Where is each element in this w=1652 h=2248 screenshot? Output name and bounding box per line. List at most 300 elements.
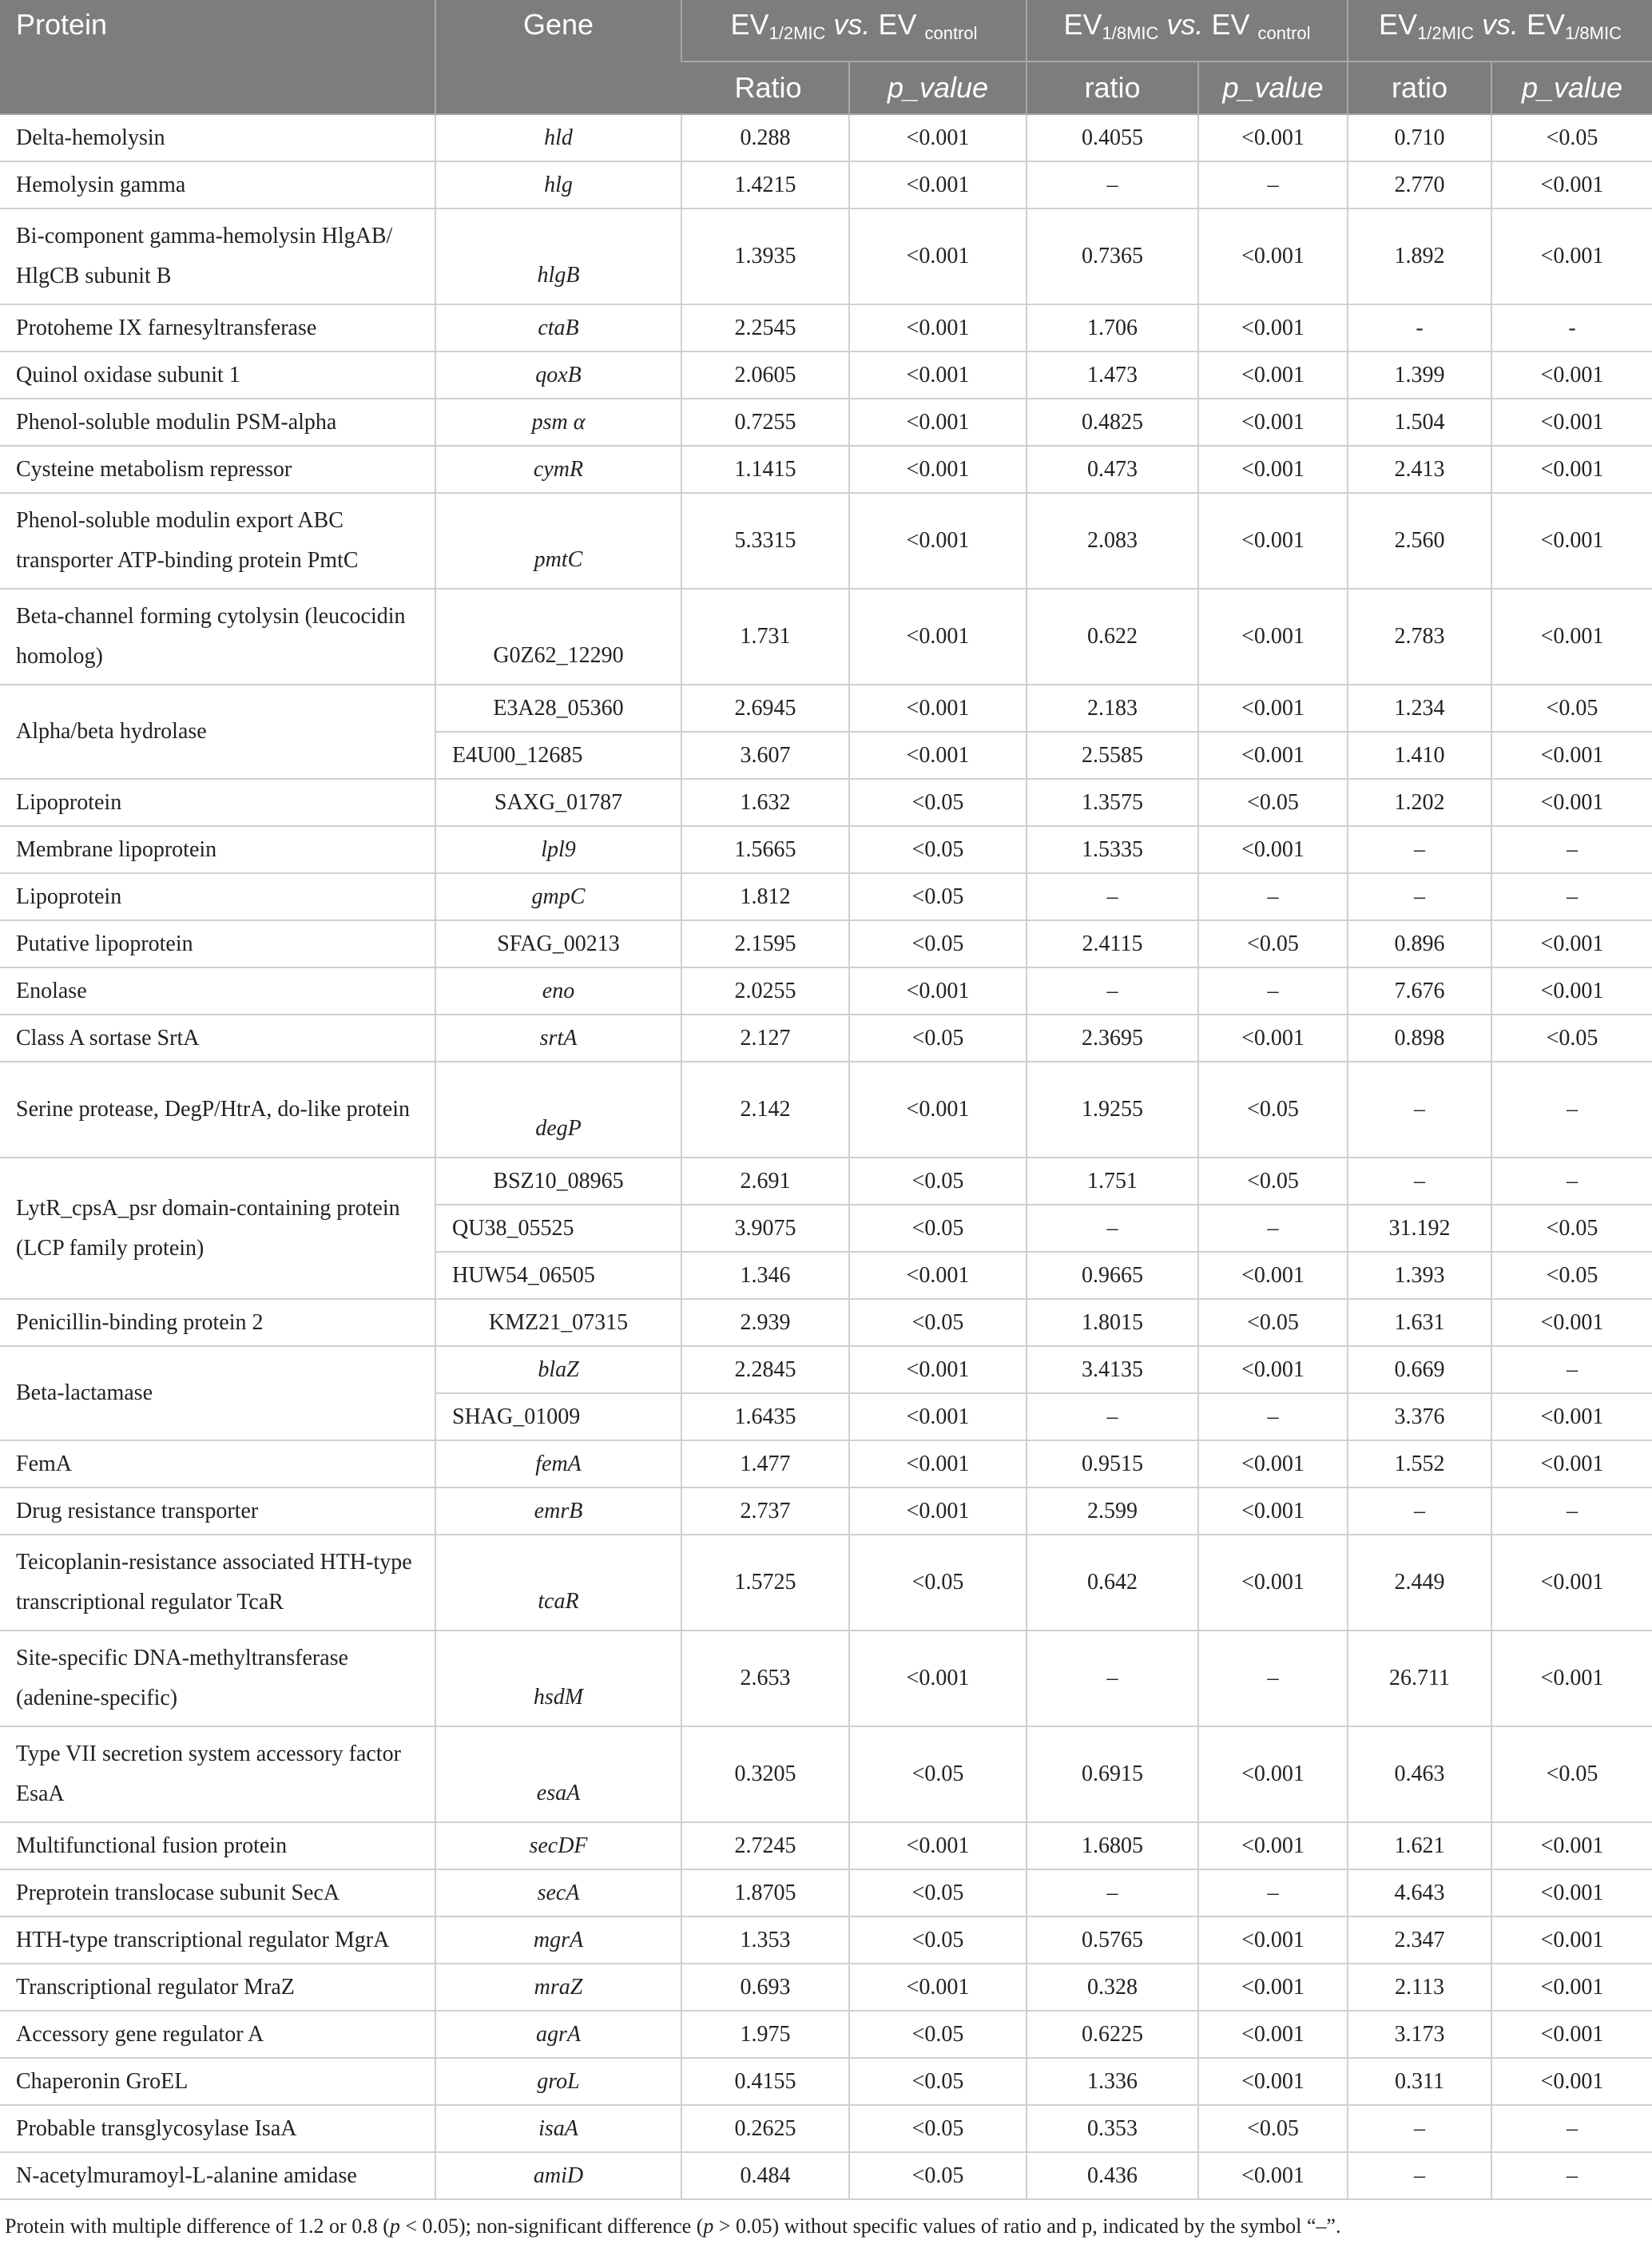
ratio-3-cell: -: [1348, 304, 1491, 351]
table-row: [0, 1916, 1652, 1964]
ratio-1-cell: 0.693: [681, 1964, 849, 2011]
pvalue-2-cell: <0.05: [1198, 920, 1348, 967]
ratio-2-cell: 0.4825: [1027, 399, 1198, 446]
pvalue-1-cell: <0.05: [849, 2152, 1027, 2199]
gene-cell: QU38_05525: [435, 1205, 681, 1252]
table-row: [0, 1822, 1652, 1869]
ratio-1-cell: 0.7255: [681, 399, 849, 446]
ratio-1-cell: 0.288: [681, 114, 849, 161]
gene-cell: tcaR: [435, 1535, 681, 1630]
ratio-2-cell: –: [1027, 873, 1198, 920]
gene-cell: E3A28_05360: [435, 685, 681, 732]
pvalue-3-cell: <0.001: [1491, 967, 1652, 1015]
ratio-3-cell: 0.463: [1348, 1726, 1491, 1822]
ratio-1-cell: 1.4215: [681, 161, 849, 209]
ratio-3-cell: –: [1348, 826, 1491, 873]
ratio-2-cell: 2.183: [1027, 685, 1198, 732]
ratio-1-cell: 1.5725: [681, 1535, 849, 1630]
pvalue-2-cell: <0.001: [1198, 304, 1348, 351]
protein-cell: Probable transglycosylase IsaA: [0, 2105, 435, 2152]
pvalue-2-cell: <0.001: [1198, 2058, 1348, 2105]
pvalue-2-cell: <0.001: [1198, 732, 1348, 779]
pvalue-2-cell: <0.001: [1198, 399, 1348, 446]
pvalue-1-cell: <0.05: [849, 1916, 1027, 1964]
ratio-2-cell: 3.4135: [1027, 1346, 1198, 1393]
pvalue-3-cell: <0.001: [1491, 1393, 1652, 1440]
ratio-1-cell: 5.3315: [681, 493, 849, 589]
gene-cell: mraZ: [435, 1964, 681, 2011]
table-row: [0, 1158, 1652, 1205]
header-protein: Protein: [0, 0, 435, 114]
ratio-3-cell: 0.710: [1348, 114, 1491, 161]
pvalue-2-cell: <0.001: [1198, 446, 1348, 493]
protein-cell: Cysteine metabolism repressor: [0, 446, 435, 493]
protein-cell: Alpha/beta hydrolase: [0, 685, 435, 779]
pvalue-2-cell: <0.05: [1198, 1299, 1348, 1346]
gene-cell: femA: [435, 1440, 681, 1487]
pvalue-3-cell: <0.001: [1491, 2011, 1652, 2058]
ratio-1-cell: 1.477: [681, 1440, 849, 1487]
pvalue-3-cell: <0.001: [1491, 446, 1652, 493]
ratio-1-cell: 2.653: [681, 1630, 849, 1726]
pvalue-3-cell: –: [1491, 1158, 1652, 1205]
pvalue-3-cell: <0.05: [1491, 1205, 1652, 1252]
pvalue-3-cell: <0.001: [1491, 1630, 1652, 1726]
ratio-2-cell: 0.6915: [1027, 1726, 1198, 1822]
ratio-3-cell: 3.376: [1348, 1393, 1491, 1440]
ratio-2-cell: 2.5585: [1027, 732, 1198, 779]
gene-cell: HUW54_06505: [435, 1252, 681, 1299]
ratio-3-cell: 7.676: [1348, 967, 1491, 1015]
gene-cell: amiD: [435, 2152, 681, 2199]
ratio-2-cell: 0.436: [1027, 2152, 1198, 2199]
pvalue-1-cell: <0.05: [849, 1535, 1027, 1630]
ratio-1-cell: 2.0255: [681, 967, 849, 1015]
ratio-2-cell: 0.7365: [1027, 209, 1198, 304]
protein-cell: Teicoplanin-resistance associated HTH-type transcriptional regulator TcaR: [0, 1535, 435, 1630]
ratio-3-cell: 31.192: [1348, 1205, 1491, 1252]
ratio-3-cell: 1.410: [1348, 732, 1491, 779]
pvalue-1-cell: <0.05: [849, 2011, 1027, 2058]
ratio-3-cell: 2.770: [1348, 161, 1491, 209]
protein-cell: LytR_cpsA_psr domain-containing protein (LCP family protein): [0, 1158, 435, 1299]
ratio-2-cell: 2.3695: [1027, 1015, 1198, 1062]
gene-cell: pmtC: [435, 493, 681, 589]
table-row: [0, 589, 1652, 685]
pvalue-1-cell: <0.001: [849, 399, 1027, 446]
ratio-1-cell: 1.975: [681, 2011, 849, 2058]
pvalue-2-cell: <0.001: [1198, 1535, 1348, 1630]
ratio-2-cell: 0.9515: [1027, 1440, 1198, 1487]
pvalue-2-cell: <0.05: [1198, 2105, 1348, 2152]
header-pvalue-3: p_value: [1491, 62, 1652, 114]
table-row: [0, 446, 1652, 493]
ratio-2-cell: 1.3575: [1027, 779, 1198, 826]
table-row: [0, 873, 1652, 920]
ratio-3-cell: 26.711: [1348, 1630, 1491, 1726]
table-row: [0, 826, 1652, 873]
ratio-3-cell: 1.504: [1348, 399, 1491, 446]
ratio-3-cell: 4.643: [1348, 1869, 1491, 1916]
ratio-1-cell: 1.8705: [681, 1869, 849, 1916]
ratio-1-cell: 3.607: [681, 732, 849, 779]
pvalue-1-cell: <0.001: [849, 1964, 1027, 2011]
ratio-2-cell: 1.336: [1027, 2058, 1198, 2105]
header-ratio-1: Ratio: [681, 62, 849, 114]
ratio-3-cell: 0.898: [1348, 1015, 1491, 1062]
protein-cell: Membrane lipoprotein: [0, 826, 435, 873]
ratio-1-cell: 2.2845: [681, 1346, 849, 1393]
table-row: [0, 161, 1652, 209]
pvalue-1-cell: <0.05: [849, 1299, 1027, 1346]
table-row: [0, 1630, 1652, 1726]
pvalue-2-cell: <0.001: [1198, 589, 1348, 685]
ratio-1-cell: 1.1415: [681, 446, 849, 493]
ratio-3-cell: 0.311: [1348, 2058, 1491, 2105]
ratio-1-cell: 2.6945: [681, 685, 849, 732]
protein-cell: Serine protease, DegP/HtrA, do-like protein: [0, 1062, 435, 1158]
pvalue-3-cell: –: [1491, 1346, 1652, 1393]
ratio-2-cell: 0.473: [1027, 446, 1198, 493]
pvalue-1-cell: <0.05: [849, 1205, 1027, 1252]
protein-cell: N-acetylmuramoyl-L-alanine amidase: [0, 2152, 435, 2199]
protein-cell: Beta-lactamase: [0, 1346, 435, 1440]
ratio-2-cell: 1.6805: [1027, 1822, 1198, 1869]
ratio-2-cell: 2.4115: [1027, 920, 1198, 967]
pvalue-2-cell: <0.001: [1198, 114, 1348, 161]
pvalue-1-cell: <0.001: [849, 1393, 1027, 1440]
pvalue-1-cell: <0.05: [849, 1158, 1027, 1205]
ratio-2-cell: 1.5335: [1027, 826, 1198, 873]
pvalue-2-cell: <0.001: [1198, 1487, 1348, 1535]
pvalue-3-cell: -: [1491, 304, 1652, 351]
gene-cell: BSZ10_08965: [435, 1158, 681, 1205]
header-group-2: EV1/8MIC vs. EV control: [1027, 0, 1348, 62]
ratio-1-cell: 2.737: [681, 1487, 849, 1535]
ratio-3-cell: –: [1348, 2105, 1491, 2152]
ratio-1-cell: 3.9075: [681, 1205, 849, 1252]
ratio-2-cell: 0.353: [1027, 2105, 1198, 2152]
pvalue-1-cell: <0.001: [849, 1346, 1027, 1393]
pvalue-2-cell: –: [1198, 161, 1348, 209]
pvalue-2-cell: <0.001: [1198, 351, 1348, 399]
table-row: [0, 2058, 1652, 2105]
pvalue-1-cell: <0.001: [849, 1252, 1027, 1299]
pvalue-2-cell: –: [1198, 1393, 1348, 1440]
protein-cell: Delta-hemolysin: [0, 114, 435, 161]
pvalue-1-cell: <0.001: [849, 161, 1027, 209]
ratio-3-cell: 1.631: [1348, 1299, 1491, 1346]
ratio-2-cell: –: [1027, 967, 1198, 1015]
pvalue-1-cell: <0.001: [849, 446, 1027, 493]
pvalue-3-cell: <0.001: [1491, 589, 1652, 685]
pvalue-2-cell: <0.001: [1198, 1916, 1348, 1964]
ratio-1-cell: 1.731: [681, 589, 849, 685]
pvalue-2-cell: <0.05: [1198, 779, 1348, 826]
protein-cell: Quinol oxidase subunit 1: [0, 351, 435, 399]
ratio-2-cell: 2.083: [1027, 493, 1198, 589]
table-row: [0, 920, 1652, 967]
gene-cell: hlgB: [435, 209, 681, 304]
pvalue-2-cell: <0.05: [1198, 1062, 1348, 1158]
table-row: [0, 1535, 1652, 1630]
ratio-1-cell: 1.632: [681, 779, 849, 826]
pvalue-2-cell: <0.001: [1198, 209, 1348, 304]
gene-cell: secA: [435, 1869, 681, 1916]
pvalue-2-cell: <0.05: [1198, 1158, 1348, 1205]
table-body: [0, 114, 1652, 2199]
table-row: [0, 685, 1652, 732]
protein-cell: Type VII secretion system accessory factor EsaA: [0, 1726, 435, 1822]
header-ratio-2: ratio: [1027, 62, 1198, 114]
gene-cell: E4U00_12685: [435, 732, 681, 779]
pvalue-1-cell: <0.05: [849, 779, 1027, 826]
pvalue-2-cell: –: [1198, 1869, 1348, 1916]
pvalue-2-cell: <0.001: [1198, 1015, 1348, 1062]
ratio-3-cell: 1.234: [1348, 685, 1491, 732]
pvalue-3-cell: <0.001: [1491, 1535, 1652, 1630]
gene-cell: emrB: [435, 1487, 681, 1535]
table-header: [0, 0, 1652, 114]
ratio-3-cell: 1.552: [1348, 1440, 1491, 1487]
ratio-3-cell: 3.173: [1348, 2011, 1491, 2058]
header-gene: Gene: [435, 0, 681, 114]
table-row: [0, 1015, 1652, 1062]
ratio-1-cell: 2.127: [681, 1015, 849, 1062]
table-footnote: Protein with multiple difference of 1.2 or 0.8 (p < 0.05); non-significant difference (p > 0.05) without specific values of ratio and p, indicated by the symbol “–”.: [5, 2214, 1341, 2238]
gene-cell: cymR: [435, 446, 681, 493]
gene-cell: SAXG_01787: [435, 779, 681, 826]
gene-cell: hlg: [435, 161, 681, 209]
protein-cell: Chaperonin GroEL: [0, 2058, 435, 2105]
ratio-1-cell: 1.3935: [681, 209, 849, 304]
table-row: [0, 1726, 1652, 1822]
protein-cell: Penicillin-binding protein 2: [0, 1299, 435, 1346]
pvalue-2-cell: <0.001: [1198, 1726, 1348, 1822]
pvalue-3-cell: <0.001: [1491, 1964, 1652, 2011]
pvalue-3-cell: <0.001: [1491, 493, 1652, 589]
ratio-3-cell: 2.560: [1348, 493, 1491, 589]
gene-cell: SFAG_00213: [435, 920, 681, 967]
gene-cell: ctaB: [435, 304, 681, 351]
protein-cell: Phenol-soluble modulin PSM-alpha: [0, 399, 435, 446]
table-row: [0, 1964, 1652, 2011]
pvalue-2-cell: <0.001: [1198, 1964, 1348, 2011]
table-row: [0, 967, 1652, 1015]
protein-cell: Protoheme IX farnesyltransferase: [0, 304, 435, 351]
protein-cell: Enolase: [0, 967, 435, 1015]
pvalue-2-cell: <0.001: [1198, 1822, 1348, 1869]
ratio-3-cell: 2.449: [1348, 1535, 1491, 1630]
pvalue-3-cell: –: [1491, 1062, 1652, 1158]
protein-cell: Hemolysin gamma: [0, 161, 435, 209]
protein-cell: Preprotein translocase subunit SecA: [0, 1869, 435, 1916]
gene-cell: esaA: [435, 1726, 681, 1822]
pvalue-2-cell: <0.001: [1198, 2152, 1348, 2199]
ratio-3-cell: 0.896: [1348, 920, 1491, 967]
ratio-2-cell: 1.751: [1027, 1158, 1198, 1205]
ratio-1-cell: 1.353: [681, 1916, 849, 1964]
ratio-3-cell: –: [1348, 1487, 1491, 1535]
protein-cell: Putative lipoprotein: [0, 920, 435, 967]
ratio-1-cell: 1.812: [681, 873, 849, 920]
protein-cell: Phenol-soluble modulin export ABC transporter ATP-binding protein PmtC: [0, 493, 435, 589]
ratio-2-cell: 1.706: [1027, 304, 1198, 351]
pvalue-3-cell: <0.001: [1491, 1440, 1652, 1487]
protein-cell: HTH-type transcriptional regulator MgrA: [0, 1916, 435, 1964]
pvalue-3-cell: <0.001: [1491, 1299, 1652, 1346]
table-row: [0, 1346, 1652, 1393]
gene-cell: hld: [435, 114, 681, 161]
pvalue-1-cell: <0.001: [849, 351, 1027, 399]
ratio-2-cell: –: [1027, 161, 1198, 209]
gene-cell: blaZ: [435, 1346, 681, 1393]
pvalue-1-cell: <0.001: [849, 967, 1027, 1015]
table-row: [0, 779, 1652, 826]
ratio-2-cell: 0.642: [1027, 1535, 1198, 1630]
pvalue-3-cell: <0.001: [1491, 1869, 1652, 1916]
table-row: [0, 2011, 1652, 2058]
table-row: [0, 209, 1652, 304]
ratio-3-cell: 2.783: [1348, 589, 1491, 685]
ratio-3-cell: 1.892: [1348, 209, 1491, 304]
ratio-1-cell: 2.142: [681, 1062, 849, 1158]
pvalue-1-cell: <0.001: [849, 1062, 1027, 1158]
pvalue-1-cell: <0.05: [849, 2058, 1027, 2105]
ratio-1-cell: 0.3205: [681, 1726, 849, 1822]
table-row: [0, 351, 1652, 399]
protein-cell: Multifunctional fusion protein: [0, 1822, 435, 1869]
pvalue-3-cell: <0.05: [1491, 1726, 1652, 1822]
gene-cell: G0Z62_12290: [435, 589, 681, 685]
table-row: [0, 304, 1652, 351]
pvalue-1-cell: <0.05: [849, 1015, 1027, 1062]
pvalue-1-cell: <0.001: [849, 209, 1027, 304]
pvalue-1-cell: <0.05: [849, 920, 1027, 967]
ratio-1-cell: 2.2545: [681, 304, 849, 351]
header-pvalue-2: p_value: [1198, 62, 1348, 114]
table-row: [0, 1440, 1652, 1487]
pvalue-1-cell: <0.001: [849, 589, 1027, 685]
pvalue-3-cell: <0.001: [1491, 161, 1652, 209]
ratio-3-cell: 2.347: [1348, 1916, 1491, 1964]
gene-cell: eno: [435, 967, 681, 1015]
pvalue-1-cell: <0.05: [849, 2105, 1027, 2152]
pvalue-3-cell: <0.05: [1491, 685, 1652, 732]
protein-cell: Lipoprotein: [0, 873, 435, 920]
gene-cell: agrA: [435, 2011, 681, 2058]
gene-cell: isaA: [435, 2105, 681, 2152]
pvalue-1-cell: <0.05: [849, 873, 1027, 920]
protein-cell: Transcriptional regulator MraZ: [0, 1964, 435, 2011]
pvalue-3-cell: <0.05: [1491, 1252, 1652, 1299]
pvalue-2-cell: –: [1198, 967, 1348, 1015]
gene-cell: lpl9: [435, 826, 681, 873]
ratio-3-cell: 2.113: [1348, 1964, 1491, 2011]
ratio-2-cell: –: [1027, 1393, 1198, 1440]
ratio-3-cell: 1.202: [1348, 779, 1491, 826]
table-row: [0, 1299, 1652, 1346]
ratio-3-cell: 0.669: [1348, 1346, 1491, 1393]
header-pvalue-1: p_value: [849, 62, 1027, 114]
ratio-3-cell: 1.621: [1348, 1822, 1491, 1869]
ratio-3-cell: –: [1348, 2152, 1491, 2199]
header-ratio-3: ratio: [1348, 62, 1491, 114]
pvalue-2-cell: <0.001: [1198, 826, 1348, 873]
ratio-1-cell: 2.7245: [681, 1822, 849, 1869]
pvalue-3-cell: –: [1491, 2105, 1652, 2152]
pvalue-1-cell: <0.001: [849, 114, 1027, 161]
pvalue-2-cell: –: [1198, 873, 1348, 920]
pvalue-1-cell: <0.05: [849, 1869, 1027, 1916]
table-row: [0, 2152, 1652, 2199]
pvalue-3-cell: <0.05: [1491, 114, 1652, 161]
ratio-1-cell: 2.691: [681, 1158, 849, 1205]
ratio-3-cell: –: [1348, 1062, 1491, 1158]
gene-cell: groL: [435, 2058, 681, 2105]
ratio-3-cell: 1.393: [1348, 1252, 1491, 1299]
table-row: [0, 114, 1652, 161]
table-row: [0, 1487, 1652, 1535]
protein-cell: Class A sortase SrtA: [0, 1015, 435, 1062]
gene-cell: mgrA: [435, 1916, 681, 1964]
table-row: [0, 2105, 1652, 2152]
ratio-2-cell: 0.328: [1027, 1964, 1198, 2011]
gene-cell: hsdM: [435, 1630, 681, 1726]
ratio-2-cell: 0.622: [1027, 589, 1198, 685]
protein-cell: FemA: [0, 1440, 435, 1487]
pvalue-3-cell: –: [1491, 1487, 1652, 1535]
protein-cell: Drug resistance transporter: [0, 1487, 435, 1535]
pvalue-2-cell: <0.001: [1198, 685, 1348, 732]
ratio-3-cell: 1.399: [1348, 351, 1491, 399]
pvalue-3-cell: <0.001: [1491, 1822, 1652, 1869]
pvalue-2-cell: <0.001: [1198, 493, 1348, 589]
pvalue-2-cell: –: [1198, 1205, 1348, 1252]
ratio-2-cell: 2.599: [1027, 1487, 1198, 1535]
ratio-1-cell: 0.2625: [681, 2105, 849, 2152]
pvalue-1-cell: <0.001: [849, 1630, 1027, 1726]
ratio-2-cell: –: [1027, 1630, 1198, 1726]
protein-cell: Bi-component gamma-hemolysin HlgAB/ HlgCB subunit B: [0, 209, 435, 304]
pvalue-1-cell: <0.001: [849, 493, 1027, 589]
gene-cell: SHAG_01009: [435, 1393, 681, 1440]
pvalue-3-cell: –: [1491, 826, 1652, 873]
protein-cell: Lipoprotein: [0, 779, 435, 826]
gene-cell: srtA: [435, 1015, 681, 1062]
pvalue-1-cell: <0.001: [849, 685, 1027, 732]
ratio-3-cell: –: [1348, 1158, 1491, 1205]
pvalue-3-cell: <0.001: [1491, 779, 1652, 826]
ratio-2-cell: 0.6225: [1027, 2011, 1198, 2058]
pvalue-2-cell: –: [1198, 1630, 1348, 1726]
ratio-2-cell: 0.5765: [1027, 1916, 1198, 1964]
ratio-3-cell: –: [1348, 873, 1491, 920]
ratio-3-cell: 2.413: [1348, 446, 1491, 493]
gene-cell: KMZ21_07315: [435, 1299, 681, 1346]
pvalue-1-cell: <0.001: [849, 1822, 1027, 1869]
ratio-2-cell: 1.9255: [1027, 1062, 1198, 1158]
pvalue-2-cell: <0.001: [1198, 1346, 1348, 1393]
pvalue-3-cell: <0.001: [1491, 920, 1652, 967]
ratio-1-cell: 0.484: [681, 2152, 849, 2199]
table-row: [0, 493, 1652, 589]
pvalue-3-cell: <0.05: [1491, 1015, 1652, 1062]
table-row: [0, 1062, 1652, 1158]
ratio-1-cell: 0.4155: [681, 2058, 849, 2105]
pvalue-3-cell: –: [1491, 2152, 1652, 2199]
gene-cell: qoxB: [435, 351, 681, 399]
